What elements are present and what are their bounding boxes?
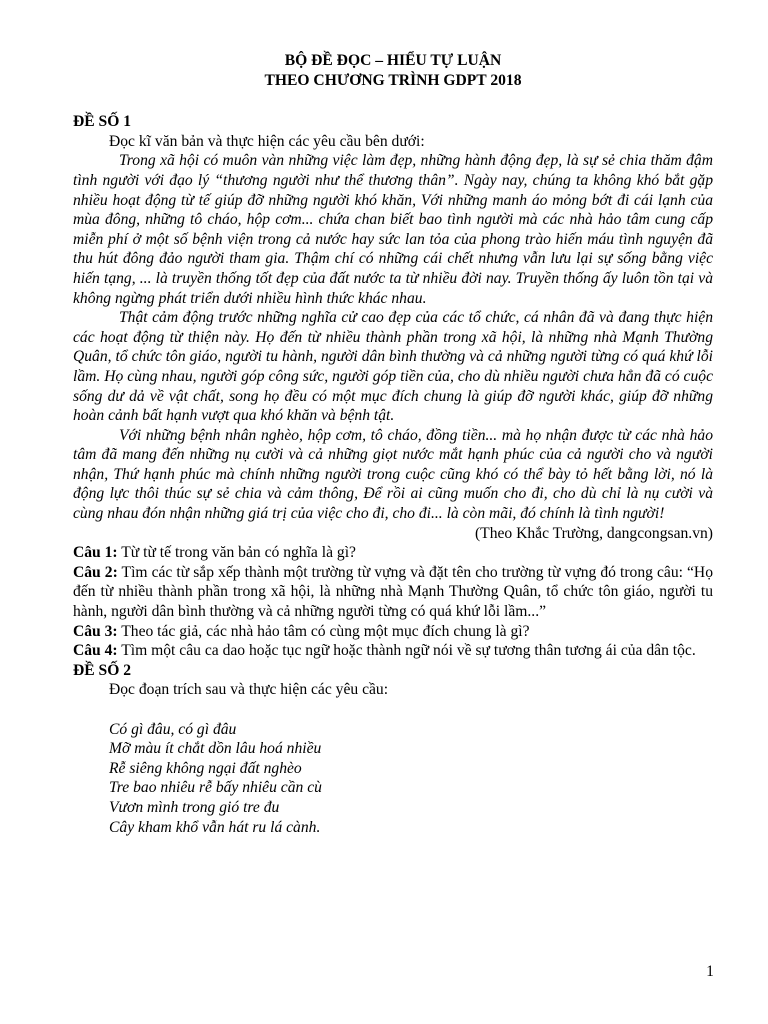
passage-paragraph: Thật cảm động trước những nghĩa cử cao đẹp của các tổ chức, cá nhân đã và đang thực hiện các hoạt động từ thiện này. Họ đến từ nhiều thành phần trong xã hội, là những nhà Mạnh Thường Quân, tổ chức tôn giáo, người tu hành, người dân bình thường và cả những người từng có quá khứ lỗi lầm. Họ cùng nhau, người góp công sức, người góp tiền của, cho dù nhiều người chưa hẳn đã có cuộc sống dư dả về vật chất, song họ đều có một mục đích chung là giúp đỡ người khác, giúp đỡ những hoàn cảnh bất hạnh vượt qua khó khăn và bệnh tật. <box>73 309 713 425</box>
passage-paragraph: Với những bệnh nhân nghèo, hộp cơm, tô cháo, đồng tiền... mà họ nhận được từ các nhà hảo tâm đã mang đến những nụ cười và cả những giọt nước mắt hạnh phúc của cả người cho và người nhận, Thứ hạnh phúc mà chính những người trong cuộc cũng khó có thể bày tỏ hết bằng lời, nó là động lực thôi thúc sự sẻ chia và cảm thông, Để rồi ai cũng muốn cho đi, cho dù chỉ là nụ cười và cùng nhau đón nhận những giá trị của việc cho đi, cho đi... là còn mãi, đó chính là tình người! <box>73 426 713 523</box>
title-line-2: THEO CHƯƠNG TRÌNH GDPT 2018 <box>264 71 522 89</box>
question-text: Theo tác giả, các nhà hảo tâm có cùng một mục đích chung là gì? <box>117 622 530 640</box>
page-number: 1 <box>706 963 714 980</box>
poem-line: Rễ siêng không ngại đất nghèo <box>109 759 302 777</box>
question-label: Câu 1: <box>73 544 118 562</box>
question-3 <box>73 622 713 642</box>
document-title <box>73 51 713 90</box>
question-4 <box>73 641 713 661</box>
poem-line: Có gì đâu, có gì đâu <box>109 720 237 738</box>
question-1 <box>73 543 713 563</box>
passage-paragraph: Trong xã hội có muôn vàn những việc làm đẹp, những hành động đẹp, là sự sẻ chia thăm đậm tình người với đạo lý “thương người như thể thương thân”. Ngày nay, chúng ta không khó bắt gặp nhiều hoạt động từ tế giúp đỡ những người khó khăn, Với những manh áo mỏng bớt đi cái lạnh của mùa đông, những tô cháo, hộp cơm... chứa chan biết bao tình người mà các nhà hảo tâm cung cấp miễn phí ở một số bệnh viện trong cả nước hay sức lan tỏa của phong trào hiến máu tình nguyện đã thu hút đông đảo người tham gia. Thậm chí có những cái chết nhưng vẫn lưu lại sự sống bằng việc hiến tạng, ... là truyền thống tốt đẹp của đất nước ta từ nhiều đời nay. Truyền thống ấy luôn tồn tại và không ngừng phát triển dưới nhiều hình thức khác nhau. <box>73 152 713 307</box>
question-label: Câu 3: <box>73 622 118 640</box>
poem-line: Mỡ màu ít chắt dồn lâu hoá nhiều <box>109 740 322 758</box>
question-text: Từ từ tế trong văn bản có nghĩa là gì? <box>117 544 356 562</box>
question-label: Câu 4: <box>73 642 118 660</box>
question-text: Tìm các từ sắp xếp thành một trường từ vựng và đặt tên cho trường từ vựng đó trong câu: “Họ đến từ nhiều thành phần trong xã hội, là những nhà Mạnh Thường Quân, tổ chức tôn giáo, người tu hành, người dân bình thường và cả những người từng có quá khứ lỗi lầm...” <box>73 563 713 621</box>
poem-excerpt <box>73 720 713 838</box>
question-text: Tìm một câu ca dao hoặc tục ngữ hoặc thành ngữ nói về sự tương thân tương ái của dân tộc. <box>117 642 696 660</box>
poem-line: Vươn mình trong gió tre đu <box>109 798 280 816</box>
exam-2-heading: ĐỀ SỐ 2 <box>73 661 132 679</box>
exam-2-instruction: Đọc đoạn trích sau và thực hiện các yêu cầu: <box>109 681 389 699</box>
question-label: Câu 2: <box>73 563 118 581</box>
exam-1-instruction: Đọc kĩ văn bản và thực hiện các yêu cầu bên dưới: <box>109 132 425 150</box>
spacer <box>73 700 713 720</box>
exam-1-heading: ĐỀ SỐ 1 <box>73 113 132 131</box>
poem-line: Cây kham khổ vẫn hát ru lá cành. <box>109 818 321 836</box>
title-line-1: BỘ ĐỀ ĐỌC – HIỂU TỰ LUẬN <box>284 52 502 69</box>
passage-source: (Theo Khắc Trường, dangcongsan.vn) <box>474 524 713 542</box>
document-page <box>73 51 713 837</box>
poem-line: Tre bao nhiêu rễ bấy nhiêu cần cù <box>109 779 322 797</box>
question-2 <box>73 563 713 622</box>
